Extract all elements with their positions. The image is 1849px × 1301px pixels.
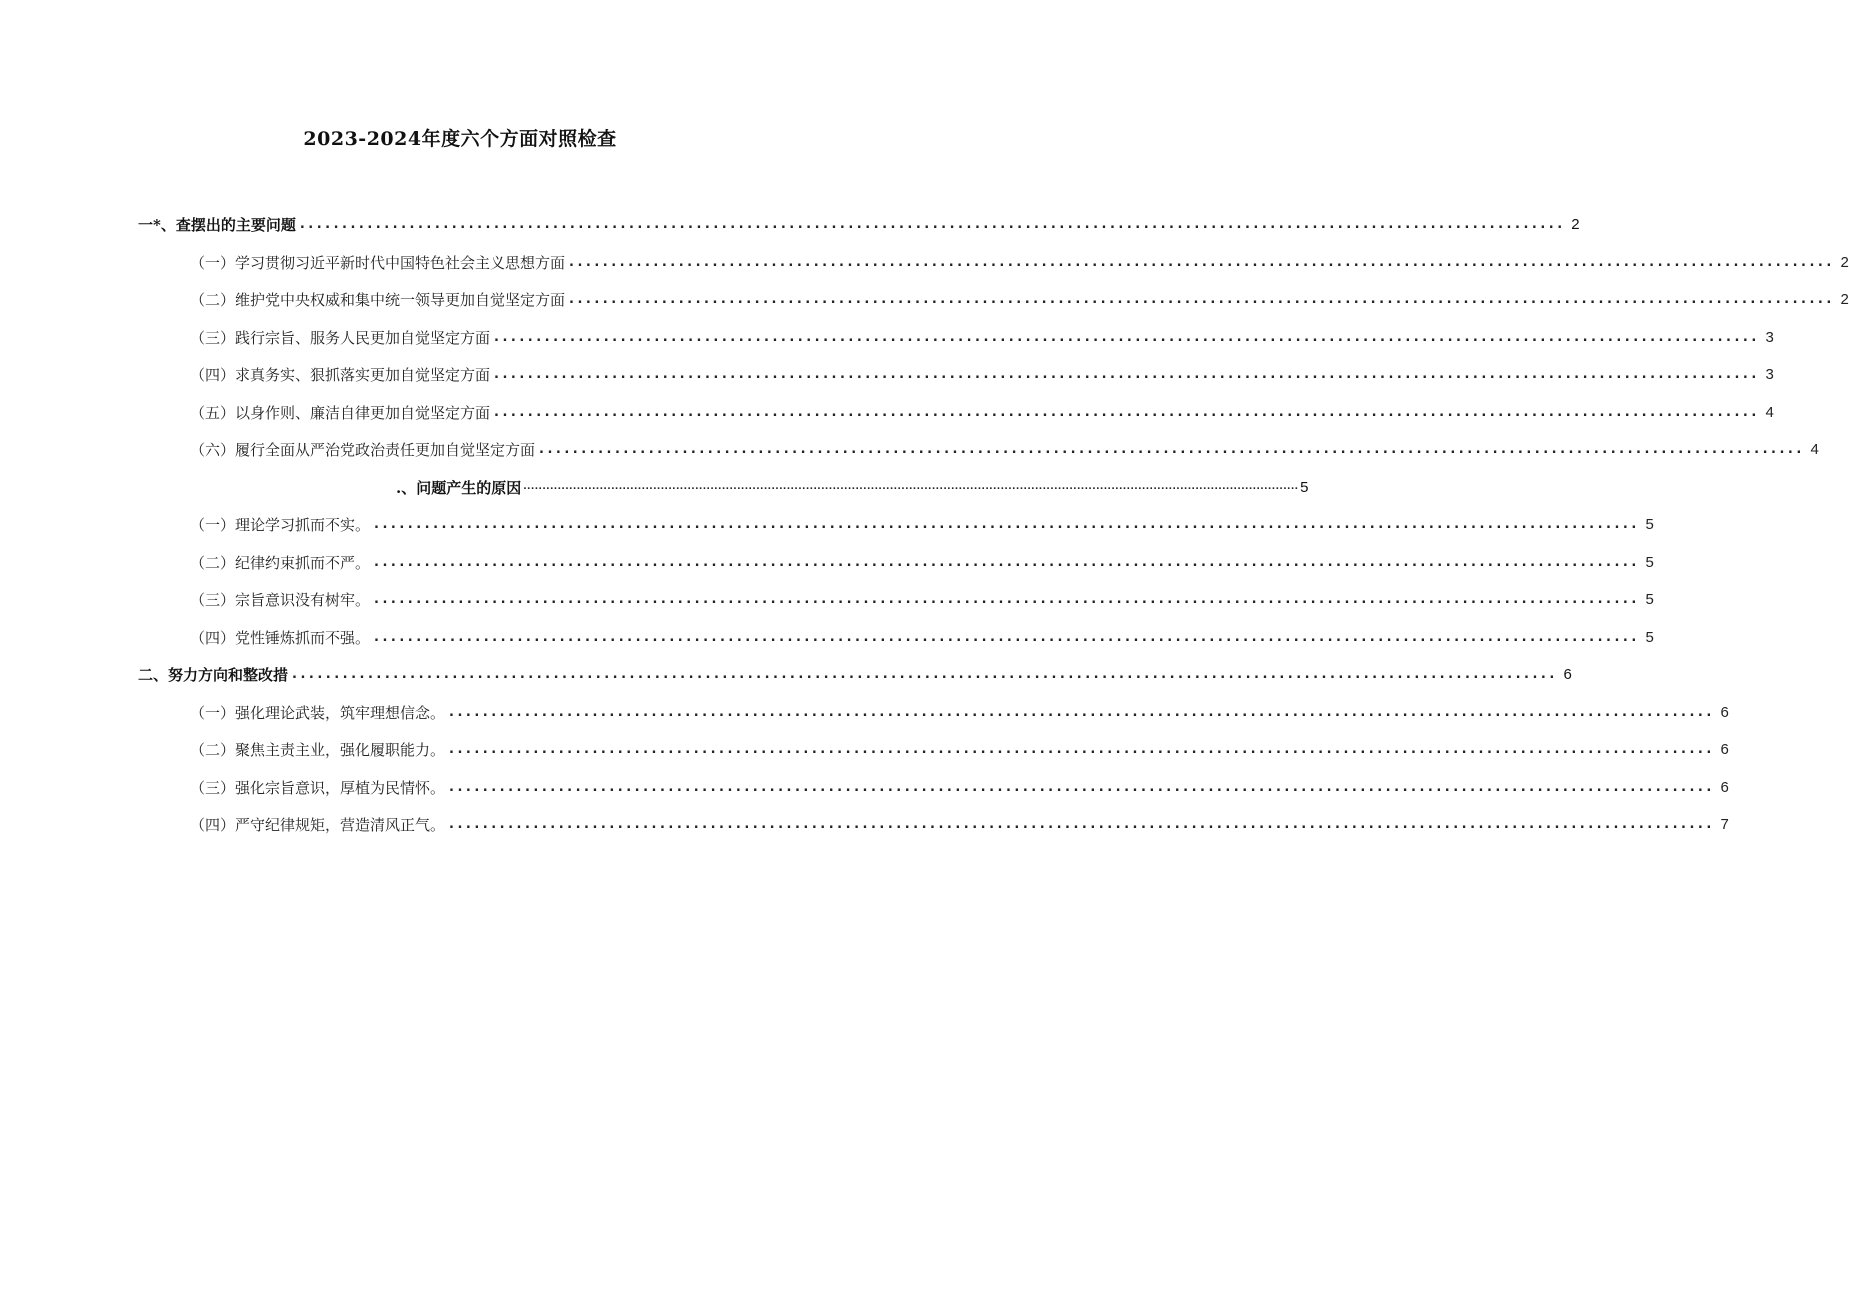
toc-dot-leader: ...................................................................................................................................................... (449, 779, 1715, 795)
toc-dot-leader: ........................................................................................................................................................................................................... (523, 482, 1299, 493)
toc-dot-leader: ...................................................................................................................................................... (449, 817, 1715, 833)
toc-entry-section-2[interactable] (138, 469, 1309, 507)
toc-page-number: 4 (1765, 403, 1774, 421)
toc-entry-text: （五）以身作则、廉洁自律更加自觉坚定方面 (190, 403, 491, 422)
toc-page-number: 2 (1840, 253, 1849, 271)
toc-dot-leader: ...................................................................................................................................................... (449, 704, 1715, 720)
toc-entry-section-3[interactable] (138, 656, 1572, 694)
toc-entry-text: （一）强化理论武装，筑牢理想信念。 (190, 703, 446, 722)
toc-entry-text: 二、努力方向和整改措 (138, 666, 289, 685)
toc-entry-text: （四）党性锤炼抓而不强。 (190, 628, 371, 647)
toc-entry-3-1[interactable] (138, 694, 1729, 732)
toc-entry-1-3[interactable] (138, 319, 1774, 357)
toc-dot-leader: ...................................................................................................................................................... (494, 404, 1760, 420)
toc-entry-2-2[interactable] (138, 544, 1654, 582)
toc-dot-leader: ...................................................................................................................................................... (569, 292, 1835, 308)
toc-entry-text: （三）践行宗旨、服务人民更加自觉坚定方面 (190, 328, 491, 347)
toc-entry-2-1[interactable] (138, 506, 1654, 544)
toc-dot-leader: ...................................................................................................................................................... (494, 329, 1760, 345)
toc-entry-1-1[interactable] (138, 244, 1849, 282)
toc-dot-leader: ...................................................................................................................................................... (299, 217, 1566, 233)
toc-entry-3-2[interactable] (138, 731, 1729, 769)
toc-entry-1-6[interactable] (138, 431, 1819, 469)
toc-page-number: 3 (1765, 366, 1774, 384)
toc-entry-3-3[interactable] (138, 769, 1729, 807)
toc-entry-text: （二）维护党中央权威和集中统一领导更加自觉坚定方面 (190, 291, 566, 310)
toc-entry-3-4[interactable] (138, 806, 1729, 844)
toc-entry-section-1[interactable] (138, 206, 1580, 244)
toc-dot-leader: ...................................................................................................................................................... (374, 629, 1640, 645)
toc-entry-1-4[interactable] (138, 356, 1774, 394)
toc-entry-text: （六）履行全面从严治党政治责任更加自觉坚定方面 (190, 441, 536, 460)
toc-page-number: 5 (1645, 553, 1654, 571)
toc-page-number: 4 (1810, 441, 1819, 459)
toc-dot-leader: ...................................................................................................................................................... (569, 254, 1835, 270)
toc-dot-leader: ...................................................................................................................................................... (374, 517, 1640, 533)
toc-page-number: 5 (1645, 628, 1654, 646)
toc-page-number: 5 (1645, 591, 1654, 609)
toc-entry-text: （四）严守纪律规矩，营造清风正气。 (190, 816, 446, 835)
toc-dot-leader: ...................................................................................................................................................... (292, 667, 1558, 683)
toc-entry-text: 一*、查摆出的主要问题 (138, 216, 296, 235)
toc-dot-leader: ...................................................................................................................................................... (539, 442, 1805, 458)
toc-page-number: 6 (1720, 741, 1729, 759)
toc-entry-text: （二）纪律约束抓而不严。 (190, 553, 371, 572)
toc-page-number: 6 (1720, 778, 1729, 796)
document-title: 2023-2024年度六个方面对照检查 (303, 128, 617, 150)
toc-page-number: 2 (1840, 291, 1849, 309)
toc-entry-text: .、问题产生的原因 (396, 478, 522, 497)
table-of-contents (138, 206, 1849, 844)
toc-entry-text: （二）聚焦主责主业，强化履职能力。 (190, 741, 446, 760)
toc-dot-leader: ...................................................................................................................................................... (494, 367, 1760, 383)
toc-page-number: 6 (1563, 666, 1572, 684)
toc-page-number: 6 (1720, 703, 1729, 721)
toc-dot-leader: ...................................................................................................................................................... (374, 554, 1640, 570)
toc-page-number: 7 (1720, 816, 1729, 834)
toc-entry-1-5[interactable] (138, 394, 1774, 432)
toc-page-number: 3 (1765, 328, 1774, 346)
toc-page-number: 2 (1571, 216, 1580, 234)
toc-entry-text: （四）求真务实、狠抓落实更加自觉坚定方面 (190, 366, 491, 385)
toc-entry-2-3[interactable] (138, 581, 1654, 619)
toc-dot-leader: ...................................................................................................................................................... (374, 592, 1640, 608)
toc-entry-text: （三）强化宗旨意识，厚植为民情怀。 (190, 778, 446, 797)
toc-dot-leader: ...................................................................................................................................................... (449, 742, 1715, 758)
toc-entry-text: （一）理论学习抓而不实。 (190, 516, 371, 535)
toc-page-number: 5 (1300, 478, 1309, 496)
toc-entry-text: （一）学习贯彻习近平新时代中国特色社会主义思想方面 (190, 253, 566, 272)
toc-entry-2-4[interactable] (138, 619, 1654, 657)
toc-page-number: 5 (1645, 516, 1654, 534)
toc-entry-1-2[interactable] (138, 281, 1849, 319)
toc-entry-text: （三）宗旨意识没有树牢。 (190, 591, 371, 610)
